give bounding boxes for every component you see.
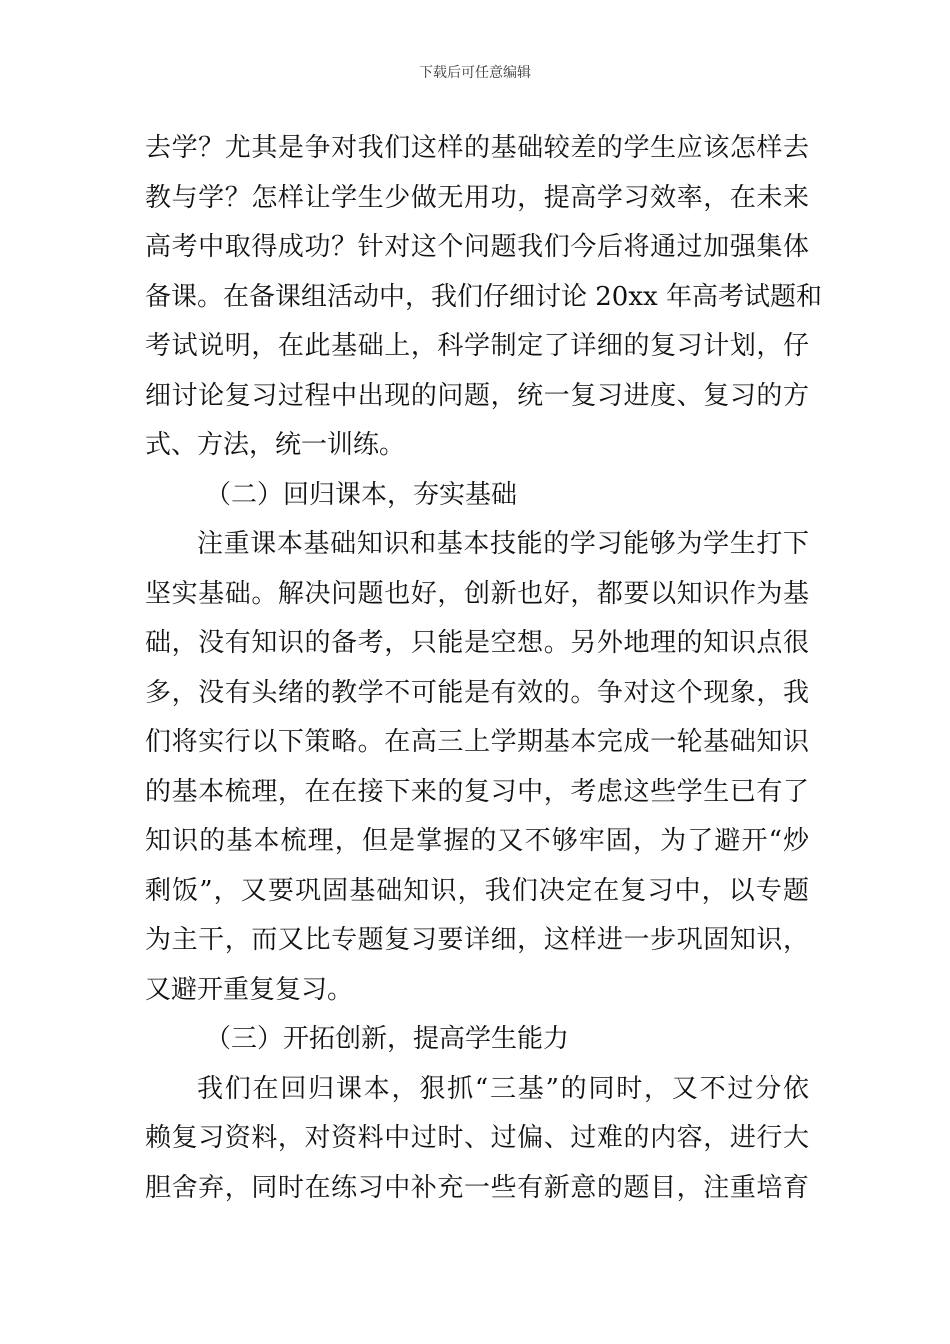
text-line: 的基本梳理，在在接下来的复习中，考虑这些学生已有了 <box>145 776 809 807</box>
text-line: 们将实行以下策略。在高三上学期基本完成一轮基础知识 <box>145 727 809 757</box>
text-line: 为主干，而又比专题复习要详细，这样进一步巩固知识， <box>145 925 809 955</box>
text-line: 我们在回归课本，狠抓“三基”的同时，又不过分依 <box>197 1073 809 1104</box>
text-line: 去学？尤其是争对我们这样的基础较差的学生应该怎样去 <box>145 133 809 163</box>
text-line: 备课。在备课组活动中，我们仔细讨论 20xx 年高考试题和 <box>145 281 822 312</box>
section-heading: （三）开拓创新，提高学生能力 <box>205 1024 570 1054</box>
text-line: 坚实基础。解决问题也好，创新也好，都要以知识作为基 <box>145 578 809 609</box>
text-line: 教与学？怎样让学生少做无用功，提高学习效率，在未来 <box>145 182 809 213</box>
section-heading: （二）回归课本，夯实基础 <box>205 479 518 510</box>
text-line: 细讨论复习过程中出现的问题，统一复习进度、复习的方 <box>145 380 809 411</box>
text-line: 胆舍弃，同时在练习中补充一些有新意的题目，注重培育 <box>145 1172 809 1203</box>
text-line: 式、方法，统一训练。 <box>145 430 406 460</box>
text-line: 知识的基本梳理，但是掌握的又不够牢固，为了避开“炒 <box>145 826 809 856</box>
document-body <box>145 124 822 1213</box>
text-line: 剩饭”，又要巩固基础知识，我们决定在复习中，以专题 <box>145 875 809 906</box>
page-header-note: 下载后可任意编辑 <box>419 65 531 81</box>
text-line: 赖复习资料，对资料中过时、过偏、过难的内容，进行大 <box>145 1123 809 1153</box>
text-line: 又避开重复复习。 <box>145 974 354 1005</box>
text-line: 础，没有知识的备考，只能是空想。另外地理的知识点很 <box>145 628 809 658</box>
text-line: 考试说明，在此基础上，科学制定了详细的复习计划，仔 <box>145 331 809 361</box>
text-line: 多，没有头绪的教学不可能是有效的。争对这个现象，我 <box>145 677 809 708</box>
text-line: 注重课本基础知识和基本技能的学习能够为学生打下 <box>197 529 809 559</box>
text-line: 高考中取得成功？针对这个问题我们今后将通过加强集体 <box>145 232 809 262</box>
